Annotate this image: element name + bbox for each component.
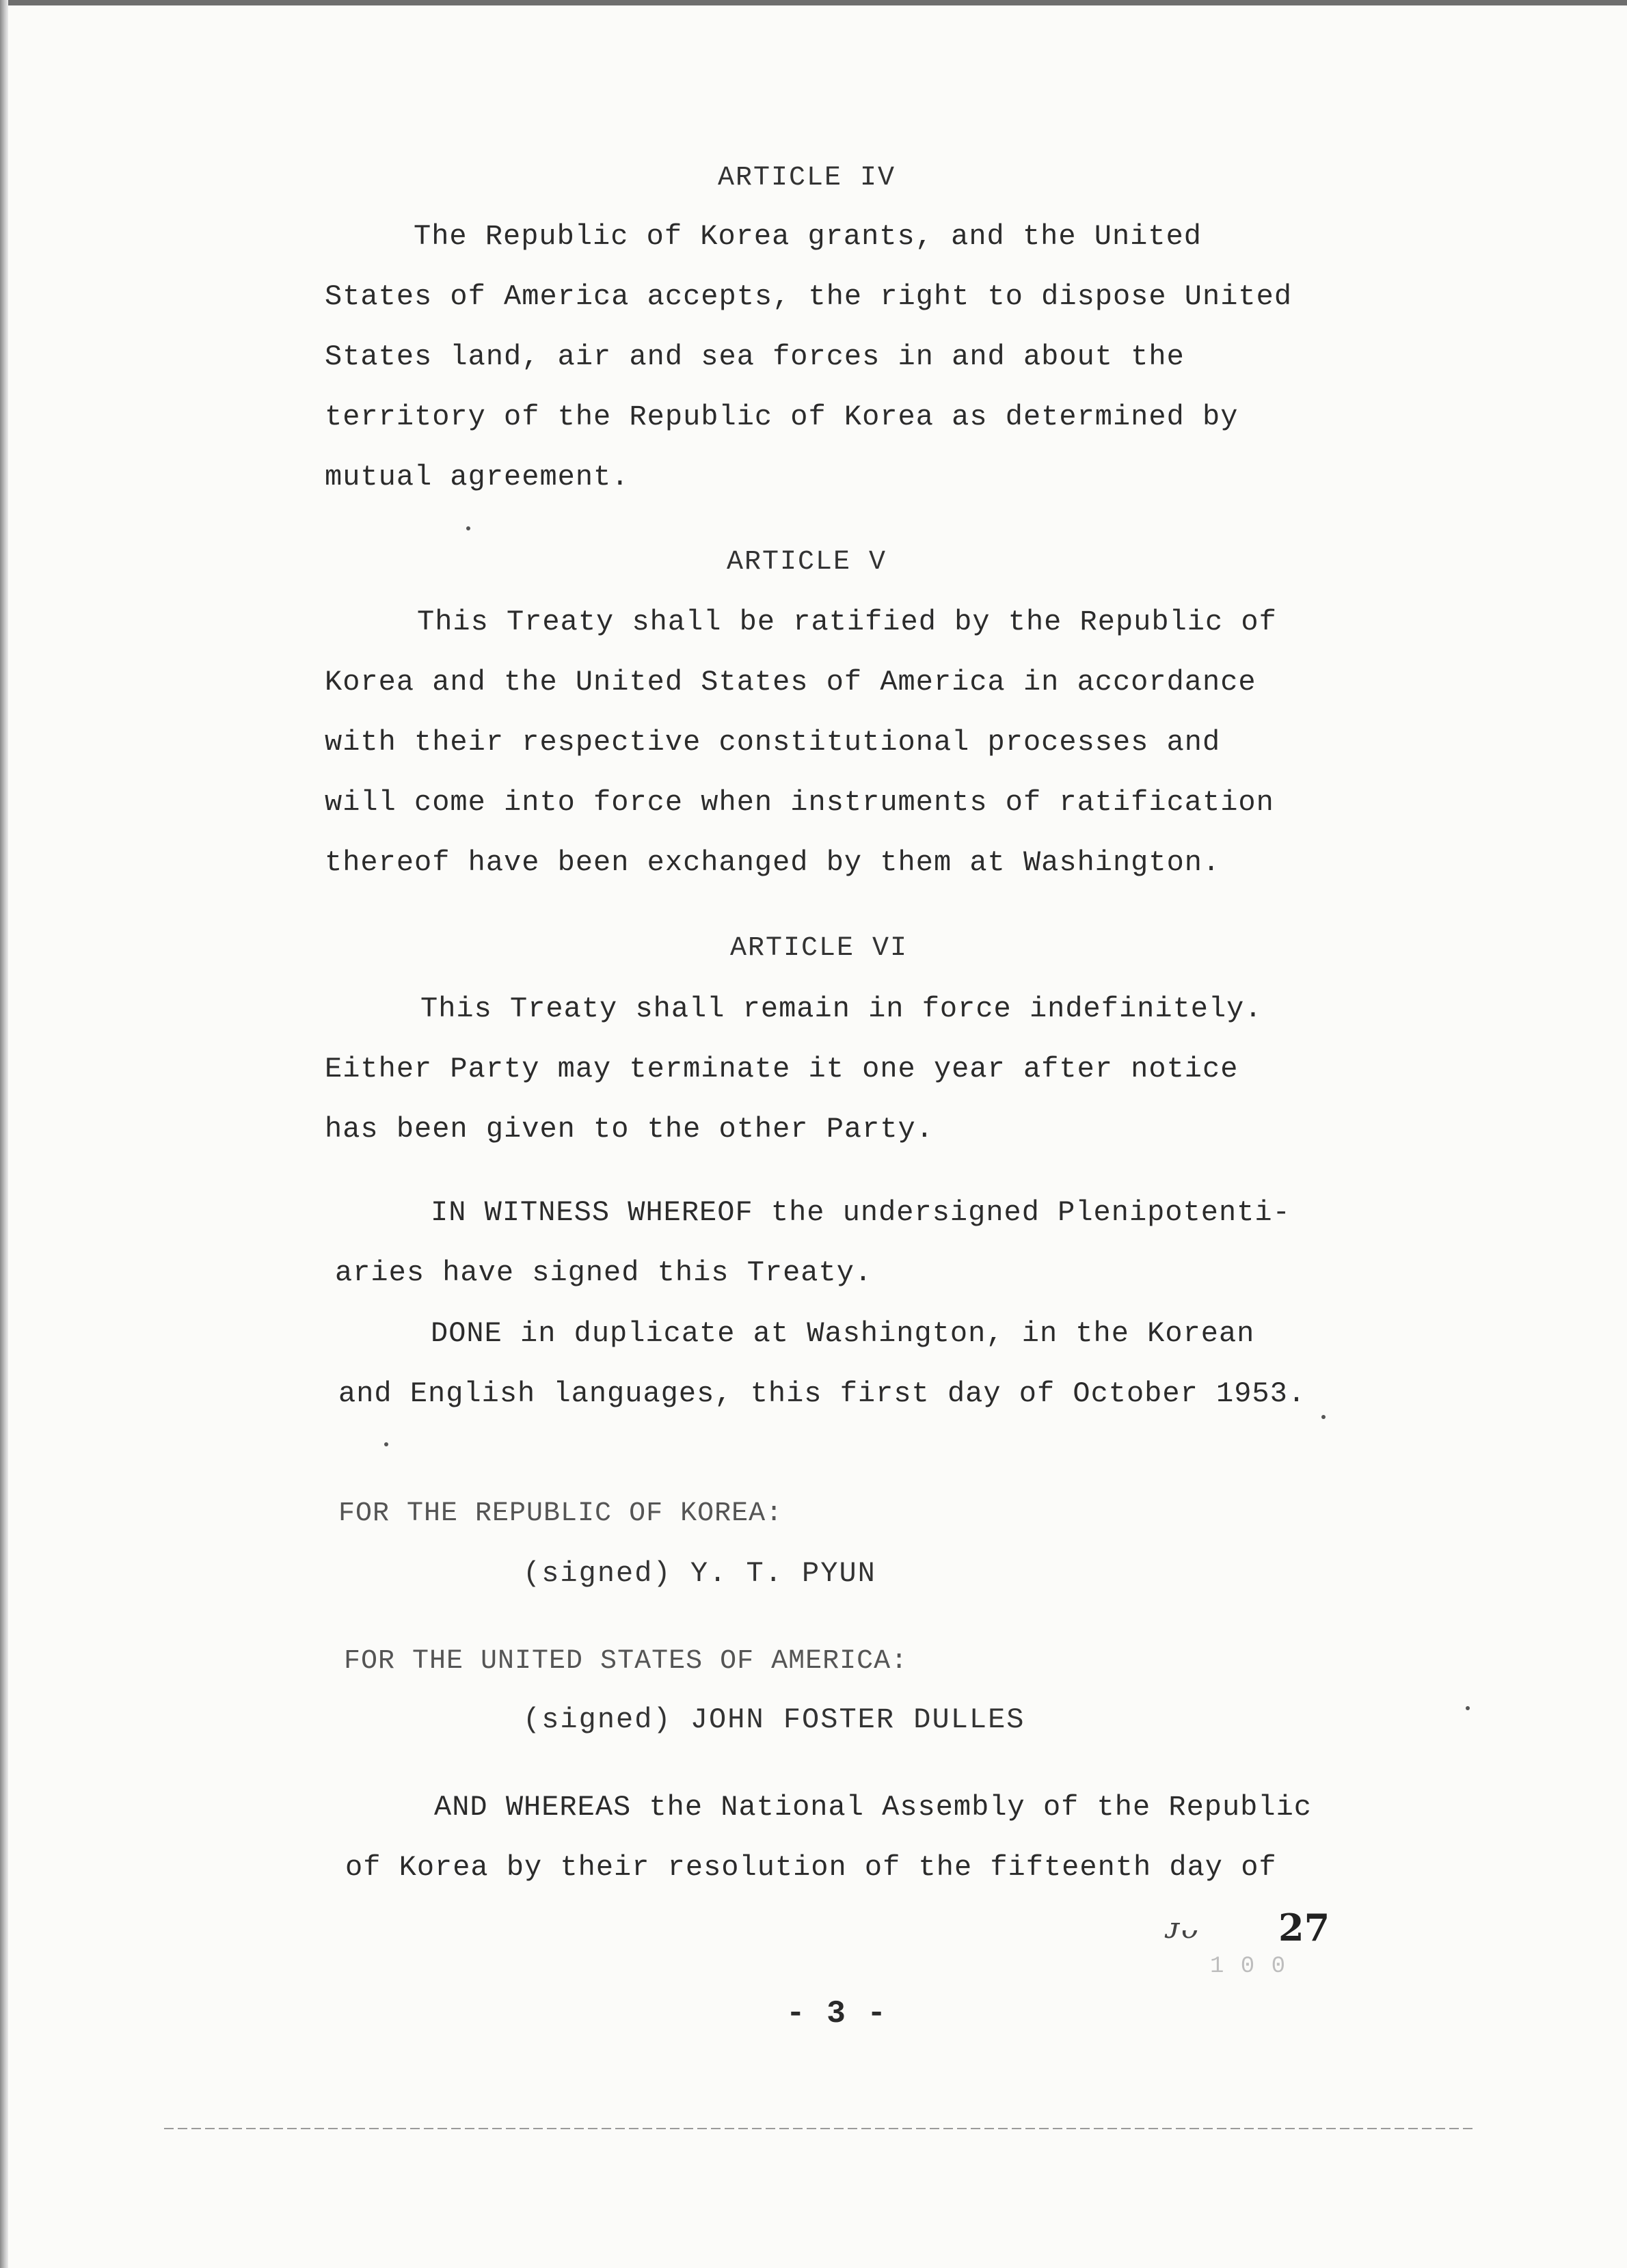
text-line: aries have signed this Treaty. xyxy=(335,1256,873,1289)
text-line: Korea and the United States of America in accordance xyxy=(325,666,1256,699)
scan-speck xyxy=(1321,1415,1326,1419)
article-v-heading: ARTICLE V xyxy=(727,547,887,578)
text-line: The Republic of Korea grants, and the United xyxy=(414,220,1202,253)
text-line: States land, air and sea forces in and about the xyxy=(325,340,1185,373)
article-vi-heading: ARTICLE VI xyxy=(730,933,909,964)
text-line: will come into force when instruments of ratification xyxy=(325,786,1274,819)
scan-speck xyxy=(1466,1706,1470,1710)
text-line: DONE in duplicate at Washington, in the Korean xyxy=(431,1317,1255,1350)
archive-mark: ᴊᴗ xyxy=(1166,1911,1198,1945)
folio-number: 27 xyxy=(1278,1906,1330,1949)
text-line: IN WITNESS WHEREOF the undersigned Plenipotenti- xyxy=(431,1196,1291,1229)
scan-speck xyxy=(466,526,470,530)
witness-clause xyxy=(335,1183,1347,1303)
text-line: This Treaty shall be ratified by the Republic of xyxy=(417,606,1277,638)
article-v-body xyxy=(325,592,1336,893)
text-line: mutual agreement. xyxy=(325,461,630,494)
signatory-korea-label: FOR THE REPUBLIC OF KOREA: xyxy=(338,1498,783,1529)
text-line: territory of the Republic of Korea as determined by xyxy=(325,401,1239,433)
text-line: has been given to the other Party. xyxy=(325,1113,934,1146)
scan-speck xyxy=(384,1442,388,1446)
text-line: Either Party may terminate it one year after notice xyxy=(325,1053,1239,1085)
signatory-korea-signed: (signed) Y. T. PYUN xyxy=(523,1557,876,1590)
text-line: and English languages, this first day of October 1953. xyxy=(338,1377,1306,1410)
text-line: with their respective constitutional processes and xyxy=(325,726,1221,759)
done-clause xyxy=(338,1304,1350,1424)
whereas-clause xyxy=(345,1777,1357,1898)
article-iv-heading: ARTICLE IV xyxy=(718,163,896,193)
text-line: of Korea by their resolution of the fifteenth day of xyxy=(345,1851,1277,1884)
bottom-rule xyxy=(164,2128,1477,2129)
page-number: - 3 - xyxy=(786,1996,888,2031)
faint-stamp: 1 0 0 xyxy=(1210,1954,1287,1980)
text-line: States of America accepts, the right to dispose United xyxy=(325,280,1293,313)
article-vi-body xyxy=(325,979,1336,1159)
signatory-usa-label: FOR THE UNITED STATES OF AMERICA: xyxy=(344,1646,909,1677)
article-iv-body xyxy=(325,206,1336,507)
signatory-usa-signed: (signed) JOHN FOSTER DULLES xyxy=(523,1703,1025,1736)
text-line: AND WHEREAS the National Assembly of the Republic xyxy=(434,1791,1313,1824)
text-line: This Treaty shall remain in force indefinitely. xyxy=(420,993,1263,1025)
text-line: thereof have been exchanged by them at Washington. xyxy=(325,846,1221,879)
